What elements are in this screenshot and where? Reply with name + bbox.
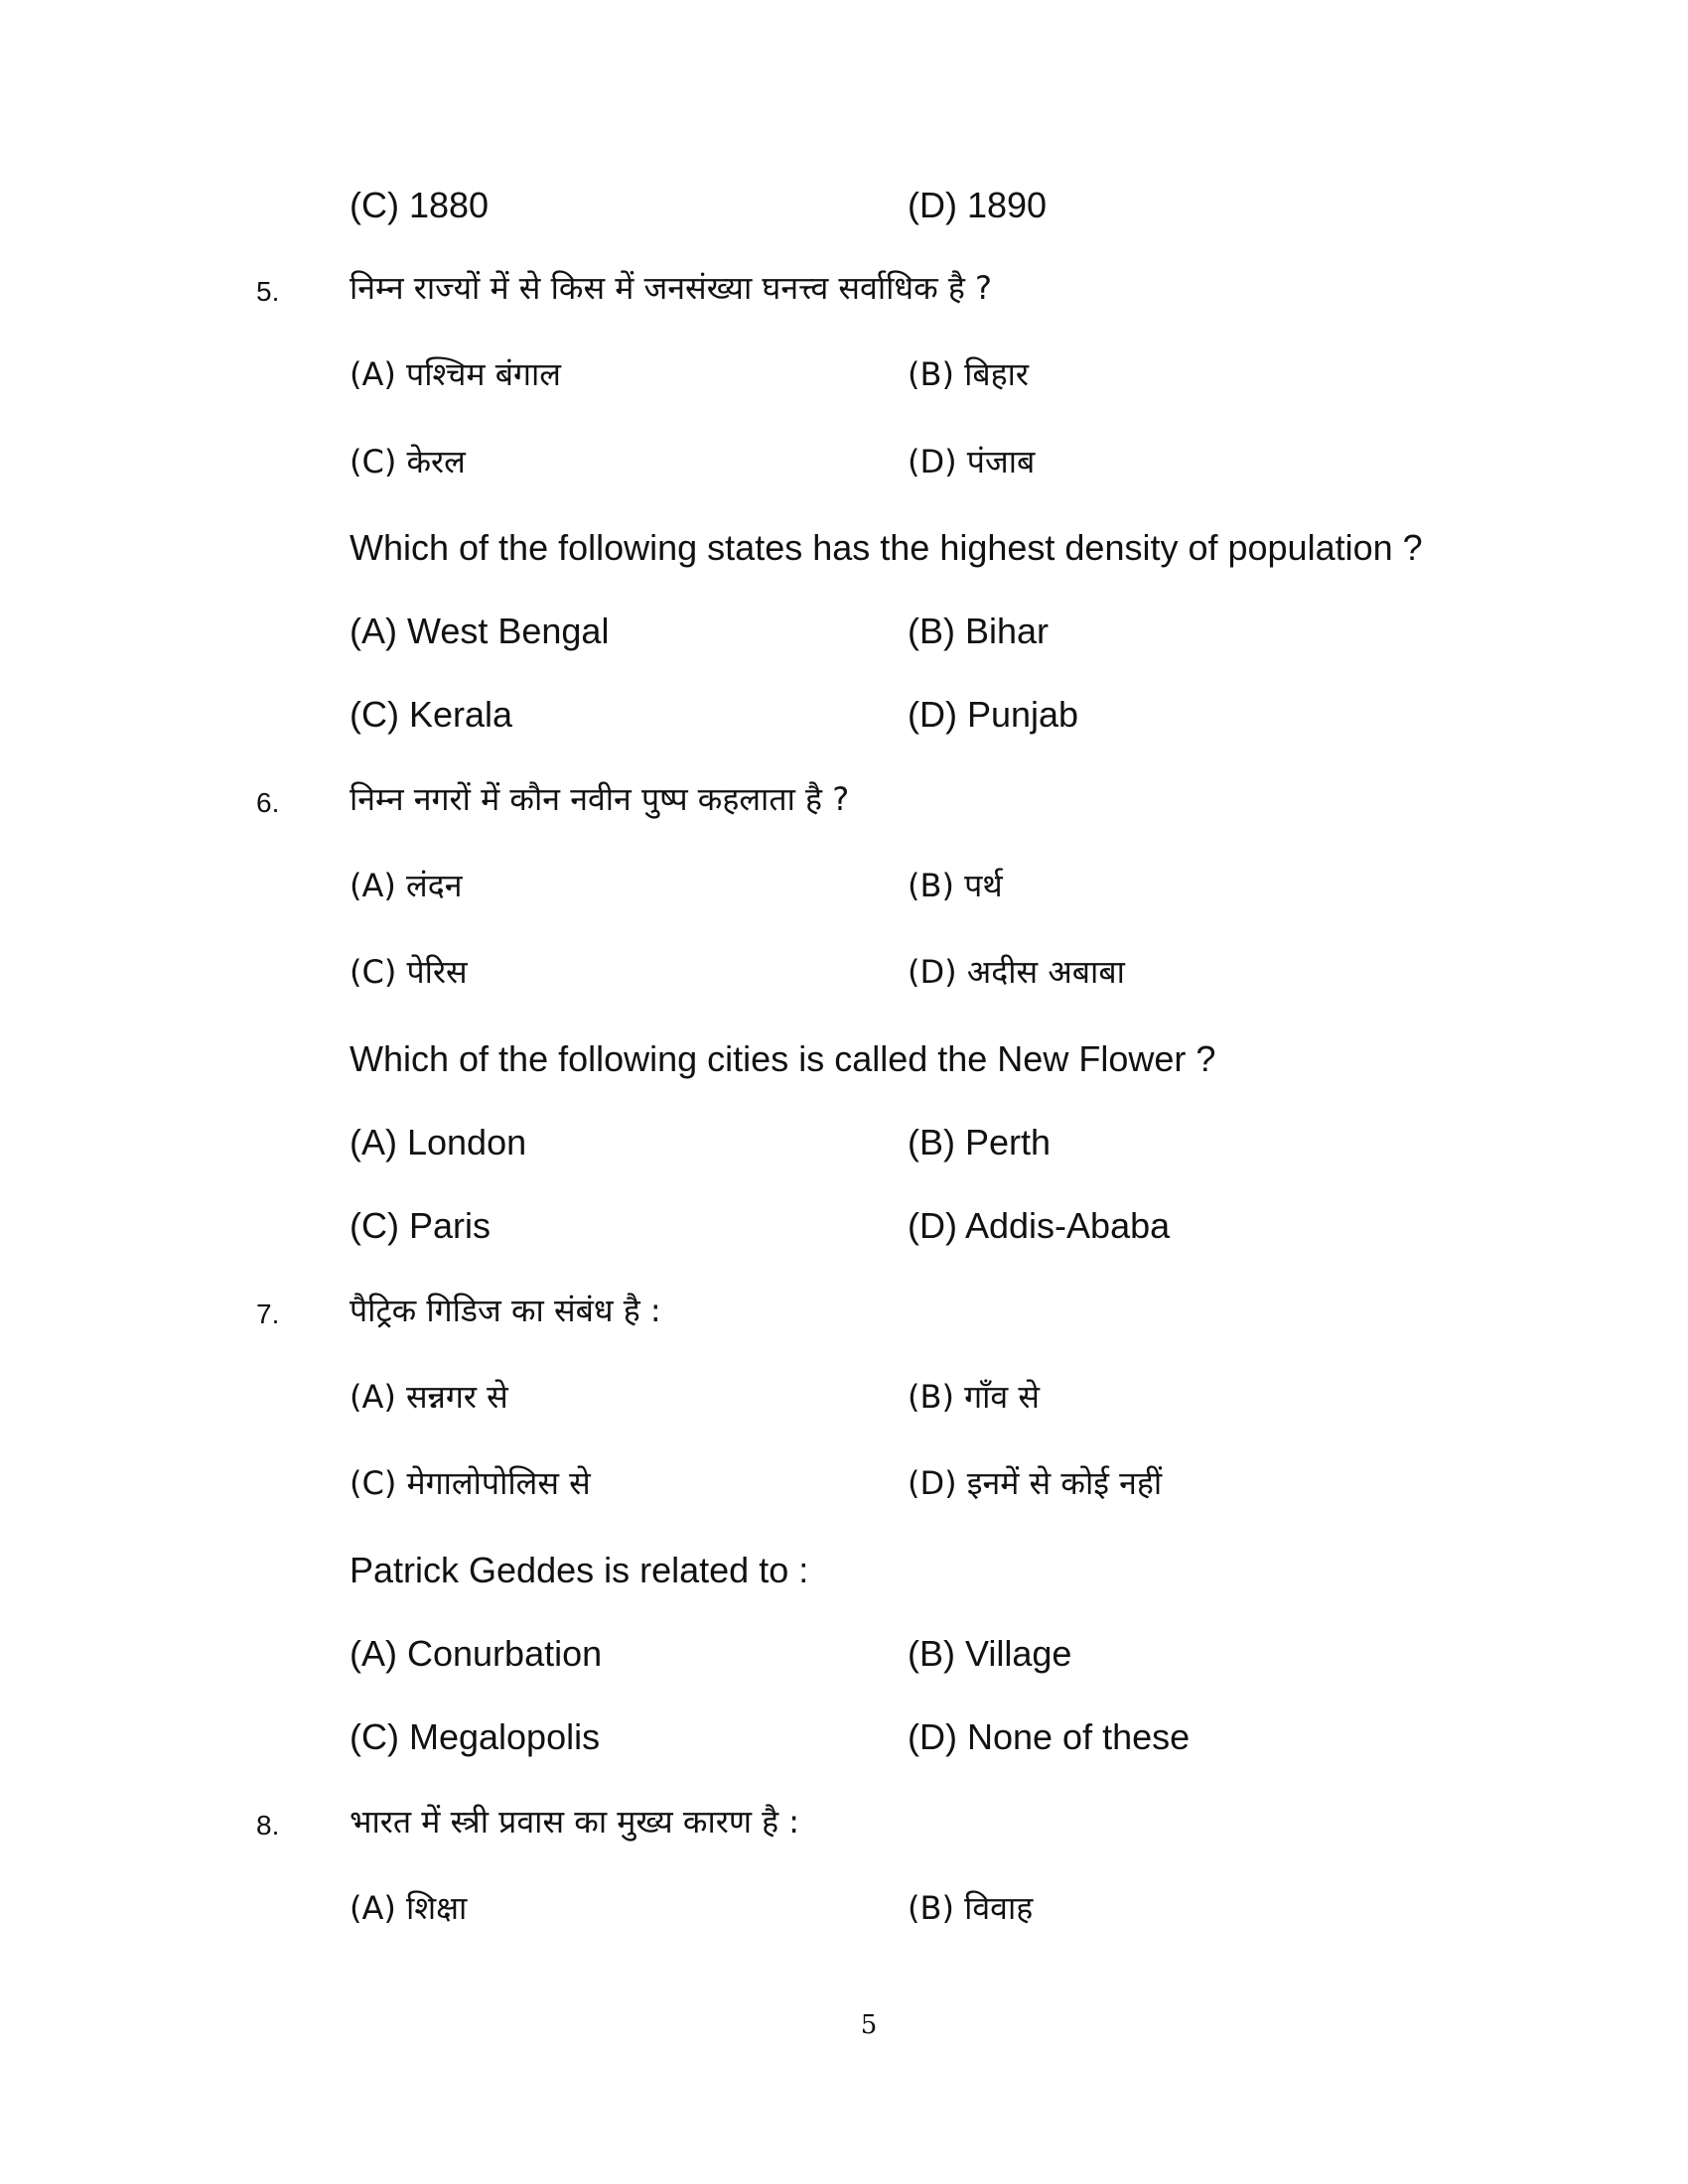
option-c-hindi: (C) केरल [350,443,466,480]
option-c: (C) Kerala [350,694,513,735]
option-b-hindi: (B) बिहार [908,355,1030,393]
option-a-hindi: (A) लंदन [350,867,463,904]
question-number: 5. [256,276,280,307]
option-d: (D) Punjab [908,694,1079,735]
option-c: (C) Paris [350,1205,491,1246]
option-b: (B) Village [908,1633,1072,1674]
question-stem-hindi: भारत में स्त्री प्रवास का मुख्य कारण है : [350,1803,800,1841]
question-stem-english: Which of the following cities is called the New Flower ? [350,1038,1216,1079]
question-stem-hindi: पैट्रिक गिडिज का संबंध है : [350,1292,661,1329]
page-number: 5 [860,2010,878,2040]
option-b-hindi: (B) विवाह [908,1889,1034,1927]
option-b: (B) Bihar [908,611,1050,651]
option-d: (D) None of these [908,1716,1191,1757]
option-d-hindi: (D) अदीस अबाबा [908,953,1125,991]
question-number: 6. [256,787,280,818]
option-c: (C) 1880 [350,185,490,225]
question-number: 7. [256,1298,280,1329]
question-stem-english: Patrick Geddes is related to : [350,1550,809,1590]
question-stem-hindi: निम्न राज्यों में से किस में जनसंख्या घनत्त्व सर्वाधिक है ? [350,269,992,307]
option-b: (B) Perth [908,1122,1052,1162]
option-c-hindi: (C) मेगालोपोलिस से [350,1464,591,1502]
option-d: (D) Addis-Ababa [908,1205,1171,1246]
option-a-hindi: (A) सन्नगर से [350,1378,508,1416]
option-a-hindi: (A) शिक्षा [350,1889,468,1927]
option-a: (A) West Bengal [350,611,610,651]
option-d: (D) 1890 [908,185,1048,225]
option-c: (C) Megalopolis [350,1716,601,1757]
option-c-hindi: (C) पेरिस [350,953,468,991]
question-stem-english: Which of the following states has the highest density of population ? [350,527,1423,568]
option-a: (A) Conurbation [350,1633,603,1674]
option-a: (A) London [350,1122,527,1162]
option-b-hindi: (B) गाँव से [908,1378,1040,1416]
option-d-hindi: (D) इनमें से कोई नहीं [908,1464,1163,1502]
question-number: 8. [256,1810,280,1841]
option-d-hindi: (D) पंजाब [908,443,1036,480]
option-b-hindi: (B) पर्थ [908,867,1003,904]
question-stem-hindi: निम्न नगरों में कौन नवीन पुष्प कहलाता है ? [350,780,850,818]
option-a-hindi: (A) पश्चिम बंगाल [350,355,561,393]
